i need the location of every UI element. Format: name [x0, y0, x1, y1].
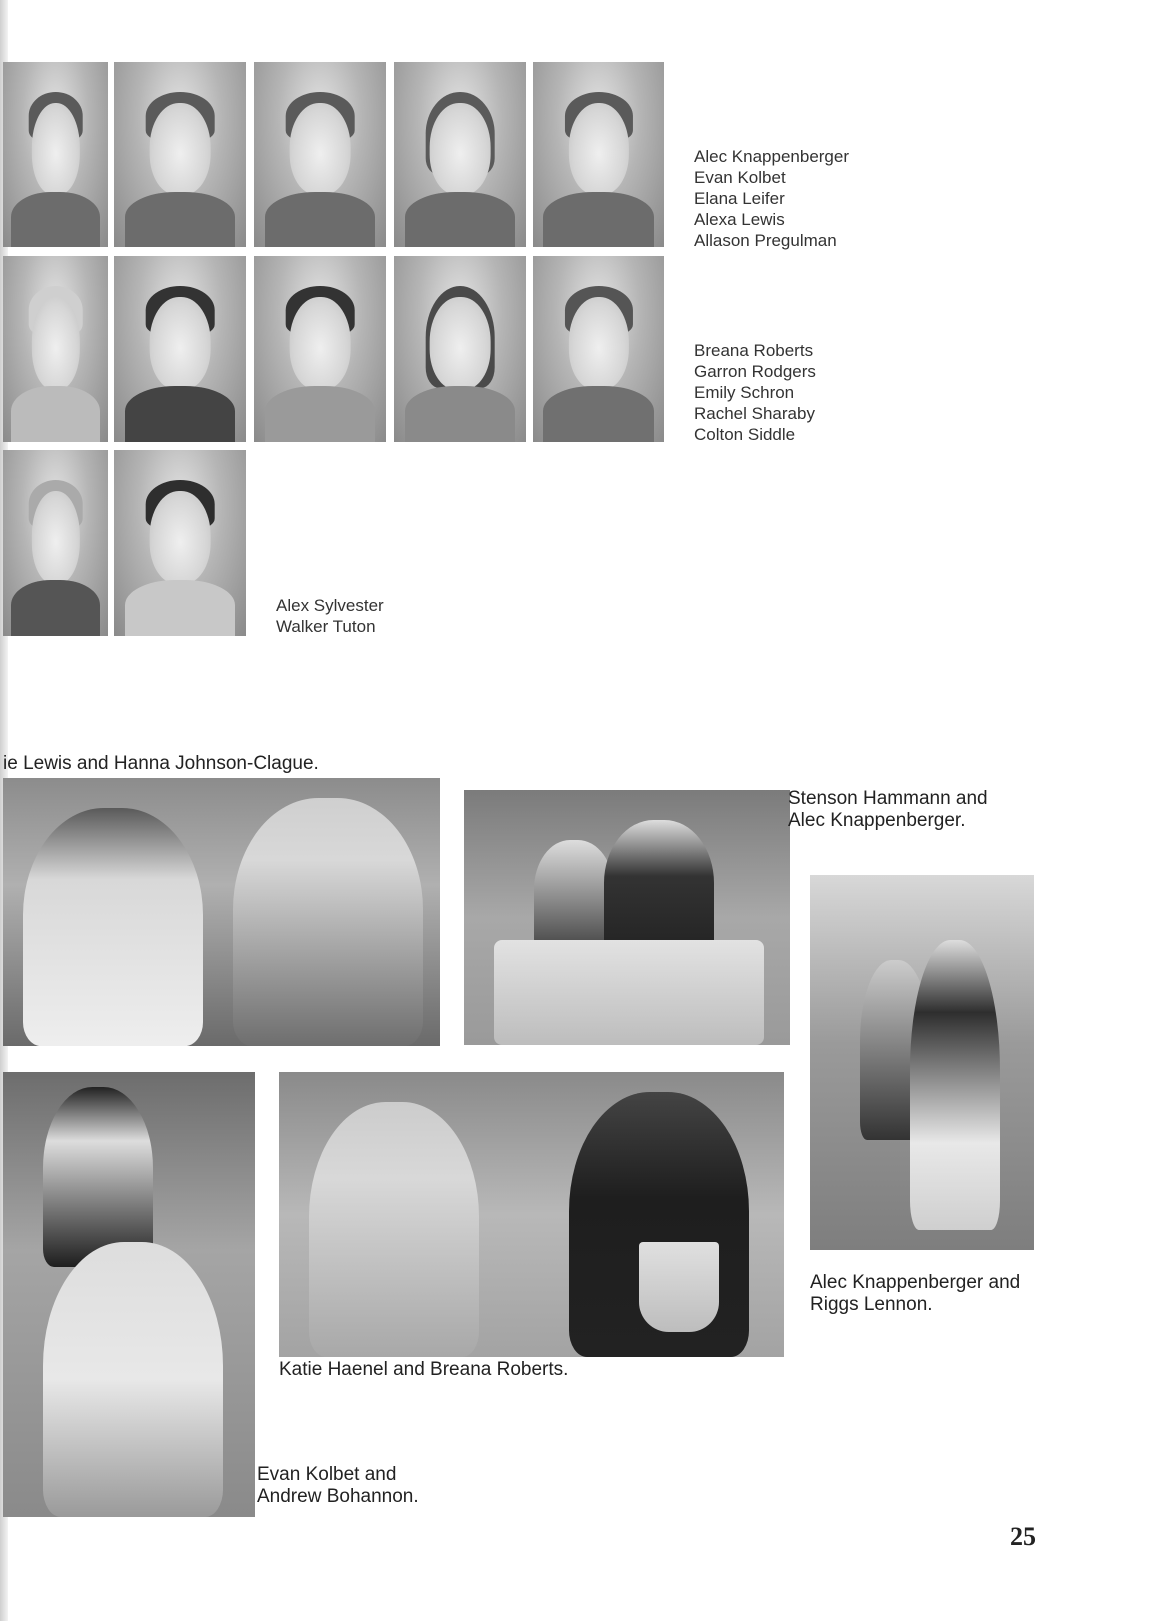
photo-caption-stenson-alec: Stenson Hammann and Alec Knappenberger.	[788, 788, 988, 831]
student-name: Alec Knappenberger	[694, 147, 850, 166]
photo-caption-alec-riggs: Alec Knappenberger and Riggs Lennon.	[810, 1272, 1021, 1315]
portrait-photo	[3, 450, 108, 636]
playground-photo-girls	[3, 778, 440, 1046]
student-name: Allason Pregulman	[694, 231, 837, 250]
portrait-photo	[114, 450, 246, 636]
portrait-names-row-3	[276, 595, 384, 637]
portrait-names-row-2	[694, 340, 816, 445]
portrait-photo	[533, 62, 664, 247]
photo-caption: Katie Haenel and Breana Roberts.	[279, 1359, 569, 1380]
portrait-names-row-1	[694, 146, 849, 251]
photo-caption-evan-andrew: Evan Kolbet and Andrew Bohannon.	[257, 1464, 419, 1507]
portrait-photo	[254, 256, 386, 442]
page-number: 25	[1010, 1522, 1036, 1551]
portrait-photo	[114, 62, 246, 247]
student-name: Walker Tuton	[276, 617, 376, 636]
sandbox-photo	[279, 1072, 784, 1357]
student-name: Breana Roberts	[694, 341, 814, 360]
portrait-photo	[394, 62, 526, 247]
portrait-photo	[3, 62, 108, 247]
student-name: Evan Kolbet	[694, 168, 786, 187]
student-name: Emily Schron	[694, 383, 795, 402]
student-name: Garron Rodgers	[694, 362, 816, 381]
portrait-photo	[533, 256, 664, 442]
tricycle-photo	[3, 1072, 255, 1517]
portrait-photo	[394, 256, 526, 442]
photo-caption: ie Lewis and Hanna Johnson-Clague.	[3, 753, 319, 774]
student-name: Elana Leifer	[694, 189, 785, 208]
student-name: Rachel Sharaby	[694, 404, 815, 423]
playground-photo-sandbox-table	[464, 790, 790, 1045]
student-name: Alex Sylvester	[276, 596, 384, 615]
monkey-bars-photo	[810, 875, 1034, 1250]
portrait-photo	[3, 256, 108, 442]
student-name: Alexa Lewis	[694, 210, 785, 229]
student-name: Colton Siddle	[694, 425, 796, 444]
portrait-photo	[114, 256, 246, 442]
portrait-photo	[254, 62, 386, 247]
